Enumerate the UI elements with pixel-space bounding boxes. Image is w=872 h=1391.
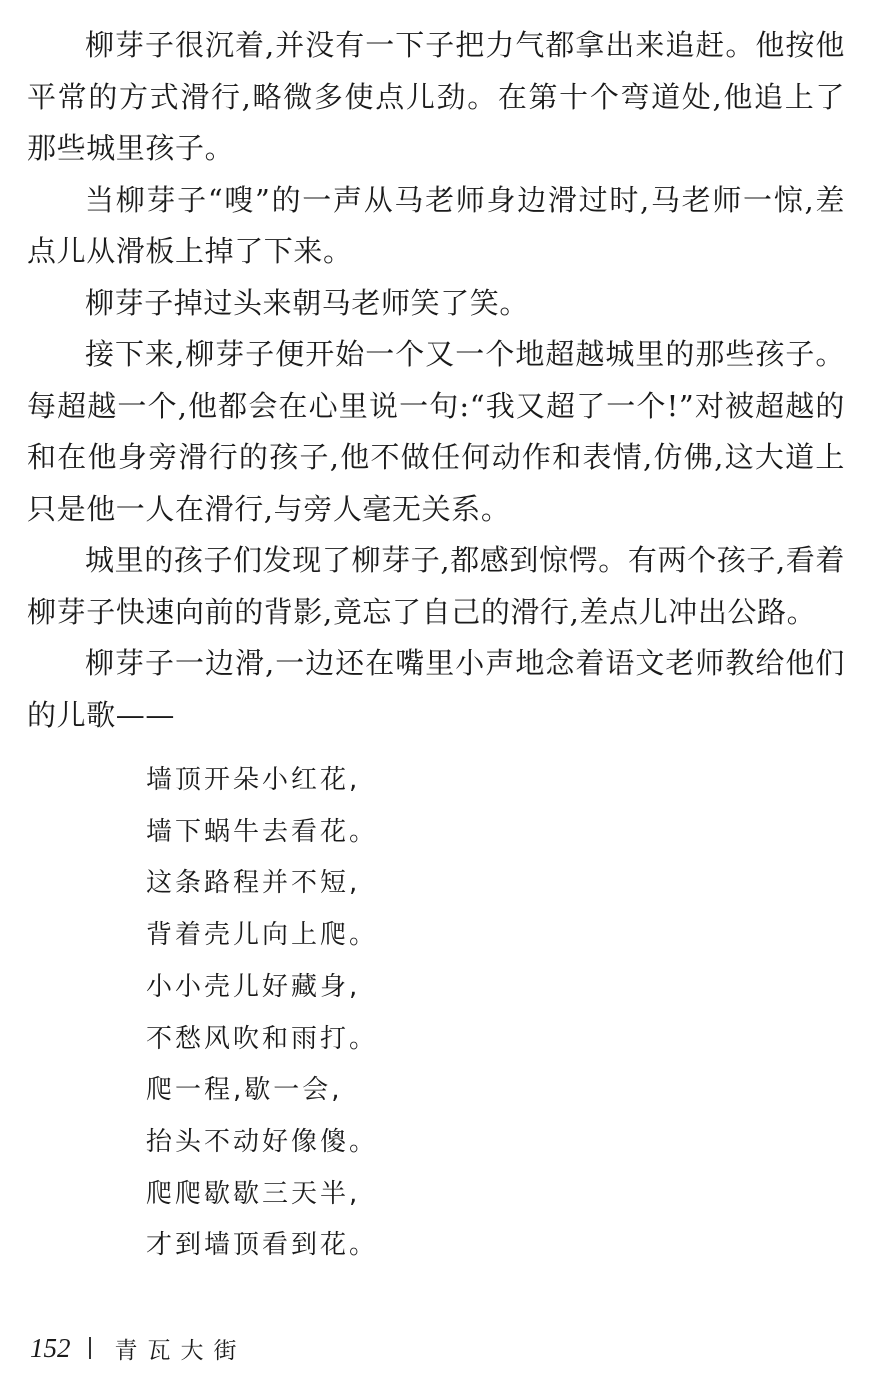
page-footer	[30, 1330, 247, 1366]
paragraph-1: 柳芽子很沉着,并没有一下子把力气都拿出来追赶。他按他平常的方式滑行,略微多使点儿劲。在第十个弯道处,他追上了那些城里孩子。	[27, 28, 845, 165]
paragraph-2: 当柳芽子“嗖”的一声从马老师身边滑过时,马老师一惊,差点儿从滑板上掉了下来。	[27, 182, 845, 268]
poem-line: 抬头不动好像傻。	[146, 1126, 379, 1157]
poem-line: 爬爬歇歇三天半,	[146, 1178, 361, 1209]
prose-body	[27, 20, 845, 741]
paragraph-5: 城里的孩子们发现了柳芽子,都感到惊愕。有两个孩子,看着柳芽子快速向前的背影,竟忘了自己的滑行,差点儿冲出公路。	[27, 543, 845, 629]
poem-line: 才到墙顶看到花。	[146, 1230, 379, 1261]
poem-line: 不愁风吹和雨打。	[146, 1023, 379, 1054]
poem-line: 这条路程并不短,	[146, 868, 361, 899]
paragraph-3: 柳芽子掉过头来朝马老师笑了笑。	[85, 285, 530, 320]
paragraph-6: 柳芽子一边滑,一边还在嘴里小声地念着语文老师教给他们的儿歌——	[27, 646, 845, 732]
book-title: 青瓦大街	[114, 1337, 247, 1364]
footer-divider	[89, 1337, 91, 1359]
poem-line: 背着壳儿向上爬。	[146, 920, 379, 951]
poem-line: 爬一程,歇一会,	[146, 1075, 343, 1106]
poem-line: 墙下蜗牛去看花。	[146, 816, 379, 847]
poem-line: 小小壳儿好藏身,	[146, 971, 361, 1002]
page-number: 152	[30, 1332, 71, 1363]
paragraph-4: 接下来,柳芽子便开始一个又一个地超越城里的那些孩子。每超越一个,他都会在心里说一句:“我又超了一个!”对被超越的和在他身旁滑行的孩子,他不做任何动作和表情,仿佛,这大道上只是他一人在滑行,与旁人毫无关系。	[27, 337, 845, 526]
poem-block	[146, 755, 378, 1272]
poem-line: 墙顶开朵小红花,	[146, 765, 361, 795]
